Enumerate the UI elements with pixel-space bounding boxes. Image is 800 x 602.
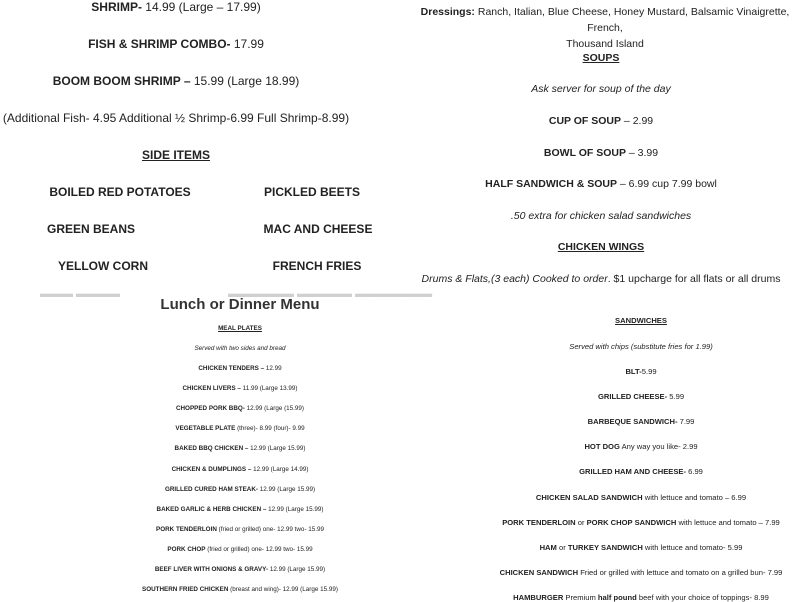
item-name: GRILLED CURED HAM STEAK- xyxy=(164,485,258,493)
meal-plate-item xyxy=(110,486,370,493)
sandwich-item xyxy=(460,568,800,577)
wings-heading: CHICKEN WINGS xyxy=(557,241,645,253)
meal-plate-item xyxy=(110,405,370,412)
sandwich-served-note: Served with chips (substitute fries for 1.99) xyxy=(569,342,713,351)
item-detail: 12.99 (Large 15.99) xyxy=(268,566,326,573)
item-detail: 6.99 xyxy=(686,467,703,477)
meal-plate-item xyxy=(110,566,370,573)
sandwiches-heading: SANDWICHES xyxy=(615,316,667,325)
sandwich-item xyxy=(460,467,800,476)
dressings-list-cont: Thousand Island xyxy=(566,38,644,50)
item-name: SOUTHERN FRIED CHICKEN xyxy=(142,586,229,594)
side-item: MAC AND CHEESE xyxy=(263,222,373,236)
item-detail: Premium xyxy=(563,592,598,602)
additional-note: (Additional Fish- 4.95 Additional ½ Shrimp-6.99 Full Shrimp-8.99) xyxy=(2,111,350,125)
item-name: BAKED BBQ CHICKEN – xyxy=(174,445,249,453)
item-name: BLT- xyxy=(625,367,642,376)
item-price: – 3.99 xyxy=(625,147,659,159)
sandwich-item xyxy=(460,493,800,502)
item-name: CHICKEN TENDERS – xyxy=(198,365,265,372)
item-price: – 6.99 cup 7.99 bowl xyxy=(617,178,717,190)
sandwich-item xyxy=(460,367,800,376)
item-name: BARBEQUE SANDWICH- xyxy=(587,417,678,427)
item-name: CHICKEN LIVERS – xyxy=(182,385,241,393)
boom-item xyxy=(0,74,352,88)
item-name: BEEF LIVER WITH ONIONS & GRAVY- xyxy=(154,566,269,573)
wings-note xyxy=(420,273,782,285)
half-sandwich-soup xyxy=(420,178,782,190)
item-name: PORK CHOP SANDWICH xyxy=(586,517,677,527)
item-name: GRILLED HAM AND CHEESE- xyxy=(579,467,686,477)
cup-of-soup xyxy=(420,115,782,127)
item-detail: with lettuce and tomato- 5.99 xyxy=(642,542,743,552)
item-detail: 12.99 xyxy=(264,365,282,372)
meal-plate-item xyxy=(110,445,370,452)
item-detail: with lettuce and tomato – 6.99 xyxy=(642,492,747,502)
item-detail: 12.99 (Large 15.99) xyxy=(258,485,316,493)
item-name: CHICKEN & DUMPLINGS – xyxy=(171,465,252,473)
item-detail: (fried or grilled) one- 12.99 two- 15.99 xyxy=(205,545,313,553)
item-name: BAKED GARLIC & HERB CHICKEN – xyxy=(156,505,267,513)
item-name: FISH & SHRIMP COMBO- xyxy=(88,37,231,51)
side-item: BOILED RED POTATOES xyxy=(49,185,191,199)
sandwich-item xyxy=(460,543,800,552)
item-detail: 12.99 (Large (15.99) xyxy=(244,405,305,413)
meal-plate-item xyxy=(110,385,370,392)
item-name: HAMBURGER xyxy=(513,592,564,602)
wings-rest: . $1 upcharge for all flats or all drums xyxy=(607,273,781,285)
item-detail: 5.99 xyxy=(641,367,657,376)
item-name: CHICKEN SALAD SANDWICH xyxy=(535,492,643,502)
faded-text-ghost: ▬▬▬ ▬▬▬▬ xyxy=(40,288,121,300)
wings-italic: Drums & Flats,(3 each) Cooked to order xyxy=(421,273,608,285)
item-name: BOOM BOOM SHRIMP – xyxy=(52,74,191,88)
meal-plate-item xyxy=(110,546,370,553)
dressings-label: Dressings: xyxy=(420,6,475,18)
item-name: HOT DOG xyxy=(584,442,620,452)
item-detail: 5.99 xyxy=(667,392,685,402)
item-name: CHOPPED PORK BBQ- xyxy=(175,405,245,413)
sandwich-item xyxy=(460,442,800,451)
served-note: Served with two sides and bread xyxy=(194,345,286,352)
item-price: – 2.99 xyxy=(621,115,654,127)
chicken-salad-note: .50 extra for chicken salad sandwiches xyxy=(510,210,692,222)
item-detail: 11.99 (Large 13.99) xyxy=(240,385,298,393)
meal-plate-item xyxy=(110,466,370,473)
item-name: VEGETABLE PLATE xyxy=(175,425,236,433)
item-detail: (fried or grilled) one- 12.99 two- 15.99 xyxy=(216,525,324,533)
meal-plate-item xyxy=(110,526,370,533)
sandwich-item xyxy=(460,417,800,426)
sandwich-item xyxy=(460,518,800,527)
item-name: BOWL OF SOUP xyxy=(543,147,626,159)
item-name: TURKEY SANDWICH xyxy=(567,542,643,552)
meal-plate-item xyxy=(110,365,370,372)
dressings-list: Ranch, Italian, Blue Cheese, Honey Mustard, Balsamic Vinaigrette, French, xyxy=(474,6,790,34)
item-name: HALF SANDWICH & SOUP xyxy=(485,178,617,190)
item-name: half pound xyxy=(597,592,637,602)
bowl-of-soup xyxy=(420,147,782,159)
meal-plate-item xyxy=(110,425,370,432)
item-detail: 7.99 xyxy=(677,417,695,427)
combo-item xyxy=(0,37,352,51)
item-detail: Fried or grilled with lettuce and tomato on a grilled bun- 7.99 xyxy=(578,567,783,577)
soups-heading: SOUPS xyxy=(582,52,620,64)
faded-text-ghost: ▬▬▬▬▬▬ ▬▬▬▬▬ ▬▬▬▬▬▬▬ xyxy=(228,288,433,300)
item-price: 14.99 (Large – 17.99) xyxy=(141,0,261,14)
item-detail: 12.99 (Large 15.99) xyxy=(266,505,324,513)
item-name: HAM xyxy=(539,542,557,552)
page-title: Lunch or Dinner Menu xyxy=(160,296,320,313)
item-name: PORK TENDERLOIN xyxy=(502,517,576,527)
side-item: GREEN BEANS xyxy=(46,222,135,236)
sandwich-item xyxy=(460,392,800,401)
item-detail: beef with your choice of toppings- 8.99 xyxy=(636,592,769,602)
side-item: FRENCH FRIES xyxy=(272,259,362,273)
item-price: 15.99 (Large 18.99) xyxy=(190,74,300,88)
side-item: YELLOW CORN xyxy=(58,259,148,273)
item-name: CUP OF SOUP xyxy=(548,115,622,127)
item-name: SHRIMP- xyxy=(91,0,142,14)
item-price: 17.99 xyxy=(230,37,264,51)
meal-plates-heading: MEAL PLATES xyxy=(218,325,262,332)
item-name: GRILLED CHEESE- xyxy=(597,392,668,402)
item-detail: or xyxy=(556,542,568,552)
item-detail: (breast and wing)- 12.99 (Large 15.99) xyxy=(228,586,338,594)
soup-note: Ask server for soup of the day xyxy=(531,83,671,95)
dressings xyxy=(420,4,790,52)
meal-plate-item xyxy=(110,586,370,593)
shrimp-item xyxy=(0,0,352,14)
item-detail: Any way you like- 2.99 xyxy=(619,442,698,452)
item-detail: or xyxy=(575,517,587,527)
item-name: PORK CHOP xyxy=(167,545,206,553)
side-items-heading: SIDE ITEMS xyxy=(141,148,210,162)
item-name: PORK TENDERLOIN xyxy=(156,525,217,533)
sandwich-item xyxy=(460,593,800,602)
item-detail: 12.99 (Large 14.99) xyxy=(251,465,309,473)
item-detail: (three)- 8.99 (four)- 9.99 xyxy=(235,425,305,433)
meal-plate-item xyxy=(110,506,370,513)
side-item: PICKLED BEETS xyxy=(263,185,360,199)
item-name: CHICKEN SANDWICH xyxy=(499,567,579,577)
item-detail: 12.99 (Large 15.99) xyxy=(248,445,306,453)
item-detail: with lettuce and tomato – 7.99 xyxy=(676,517,780,527)
